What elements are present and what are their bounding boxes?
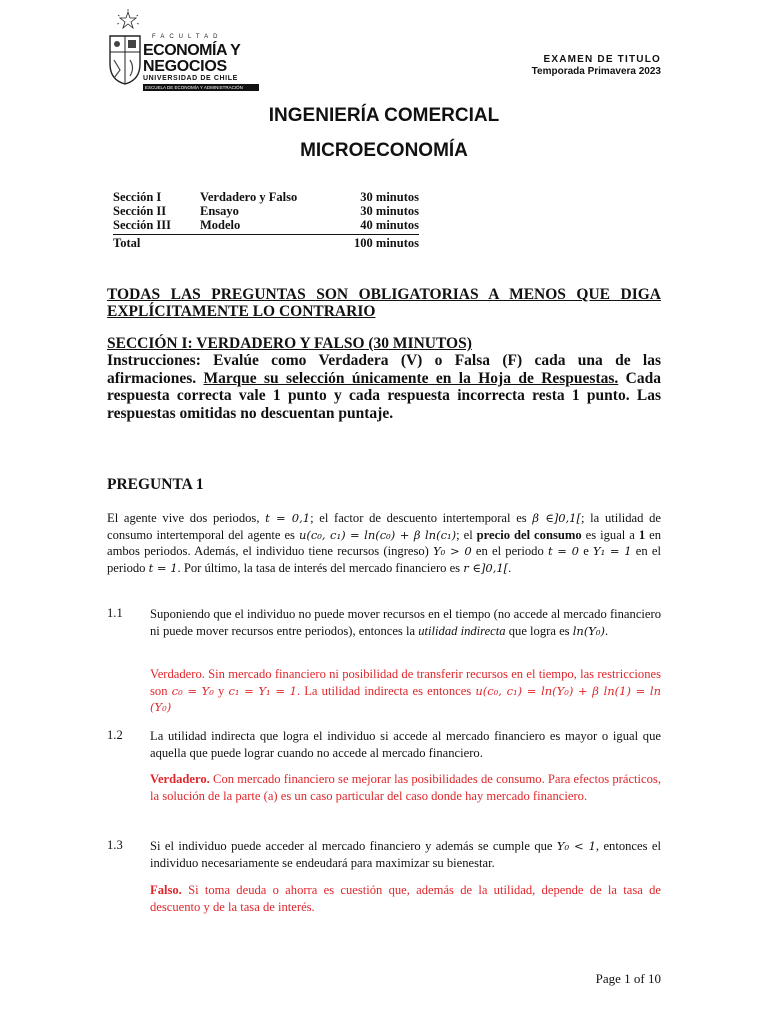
sections-table [113,190,419,250]
intro-math: Y₁ = 1 [593,544,632,558]
section-name: Sección III [113,218,171,232]
item-number: 1.1 [107,606,123,620]
answer-text: Con mercado financiero se mejorar las posibilidades de consumo. Para efectos prácticos, la solución de la parte (a) es un caso particular del caso donde hay mercado financiero. [150,772,661,803]
section-name: Sección I [113,190,162,204]
exam-header [532,54,661,78]
intro-math: t = 0,1 [265,511,311,525]
intro-text: es igual a [581,527,639,542]
question-italic: utilidad indirecta [418,623,506,638]
instructions-text: Instrucciones: Evalúe como Verdadera (V) o Falsa (F) cada una de las afirmaciones. [107,352,661,387]
item-number: 1.2 [107,728,123,742]
question1-title: PREGUNTA 1 [107,476,204,493]
intro-text: en ambos periodos. Además, el individuo tiene recursos (ingreso) [107,527,661,558]
answer-text: . La utilidad indirecta es entonces [296,683,476,698]
intro-text: ; el [456,527,477,542]
intro-math: t = 1 [148,560,178,575]
intro-bold: 1 [638,527,646,542]
answer-text: Verdadero. Sin mercado financiero ni posibilidad de transferir recursos en el tiempo, las restricciones son [150,667,661,698]
intro-text: en el periodo [107,544,661,575]
answer-verdict: Falso. [150,883,182,897]
answer-text: Si toma deuda o ahorra es cuestión que, además de la utilidad, depende de la tasa de descuento y de la tasa de interés. [150,883,661,914]
intro-text: El agente vive dos periodos, [107,511,266,525]
mandatory-notice: TODAS LAS PREGUNTAS SON OBLIGATORIAS A MENOS QUE DIGA EXPLÍCITAMENTE LO CONTRARIO [107,286,661,320]
exam-title: EXAMEN DE TITULO [543,54,661,65]
answer-math: c₀ = Y₀ [171,683,214,698]
intro-bold: precio del consumo [476,527,582,542]
intro-text: ; el factor de descuento intertemporal es [310,511,533,525]
answer-verdict: Verdadero. [150,772,210,786]
subject-title: MICROECONOMÍA [300,140,468,161]
section-time: 40 minutos [360,218,419,232]
question-math: ln(Y₀) [572,623,605,638]
logo-facultad: FACULTAD [152,34,223,40]
intro-text: ; la utilidad de consumo intertemporal del agente es [107,511,661,542]
faculty-logo [108,8,248,90]
total-label: Total [113,236,141,250]
answer-math: c₁ = Y₁ = 1 [228,683,297,698]
section-name: Sección II [113,204,167,218]
program-title: INGENIERÍA COMERCIAL [268,105,500,126]
page-number: Page 1 of 10 [595,971,661,986]
question-text: . [605,623,609,638]
logo-line-economia: ECONOMÍA Y [143,42,241,59]
intro-math: u(c₀, c₁) = ln(c₀) + β ln(c₁) [298,527,457,542]
section-type: Modelo [200,218,241,232]
section-type: Verdadero y Falso [200,190,298,204]
table-row [113,204,419,218]
item-answer [150,882,661,915]
item-answer [150,666,661,716]
intro-math: r ∈]0,1[ [463,560,509,575]
total-time: 100 minutos [354,236,419,250]
exam-season: Temporada Primavera 2023 [531,66,661,77]
table-total-row [113,234,419,250]
logo-line-universidad: UNIVERSIDAD DE CHILE [143,75,238,82]
question-text: , entonces el individuo necesariamente se endeudará para maximizar su bienestar. [150,839,662,870]
logo-line-negocios: NEGOCIOS [143,58,227,75]
intro-math: Y₀ > 0 [433,544,472,558]
table-row [113,218,419,232]
question-text: que logra es [505,623,573,638]
intro-text: en el periodo [471,544,548,558]
section-time: 30 minutos [360,190,419,204]
question-text: Si el individuo puede acceder al mercado financiero y además se cumple que [150,839,557,853]
intro-text: . [508,560,512,575]
question1-intro [107,510,661,576]
section1-instructions [107,352,661,422]
item-question: La utilidad indirecta que logra el individuo si accede al mercado financiero es mayor o igual que aquella que puede lograr cuando no accede al mercado financiero. [150,729,661,760]
section-time: 30 minutos [360,204,419,218]
table-row [113,190,419,204]
item-answer [150,771,661,804]
intro-text: e [578,544,593,558]
instructions-underlined: Marque su selección únicamente en la Hoja de Respuestas. [203,369,619,387]
item-question [150,606,661,639]
question-text: Suponiendo que el individuo no puede mover recursos en el tiempo (no accede al mercado financiero ni puede mover recursos entre periodos), entonces la [150,607,661,638]
logo-line-escuela: ESCUELA DE ECONOMÍA Y ADMINISTRACIÓN [143,84,259,91]
intro-math: t = 0 [547,544,579,558]
intro-text: . Por último, la tasa de interés del mercado financiero es [177,560,464,575]
item-question [150,838,661,871]
answer-math: u(c₀, c₁) = ln(Y₀) + β ln(1) = ln (Y₀) [150,683,662,714]
section1-title: SECCIÓN I: VERDADERO Y FALSO (30 MINUTOS) [107,335,472,352]
shield-crest-icon [108,34,142,86]
instructions-text-end: Cada respuesta correcta vale 1 punto y cada respuesta incorrecta resta 1 punto. Las respuestas omitidas no descuentan puntaje. [107,369,661,422]
section-type: Ensayo [200,204,239,218]
item-number: 1.3 [107,838,123,852]
question-math: Y₀ < 1 [556,839,596,853]
answer-text: y [213,683,229,698]
intro-math: β ∈]0,1[ [532,511,581,525]
